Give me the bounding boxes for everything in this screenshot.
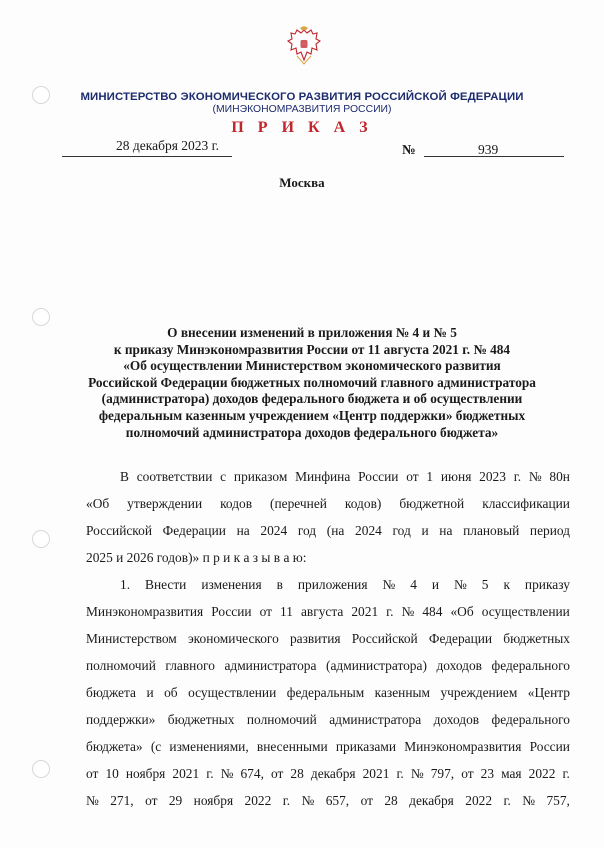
word: № <box>301 793 315 808</box>
body-line <box>86 571 570 598</box>
word: от <box>86 766 99 781</box>
word: федерального <box>491 712 570 727</box>
word: бюджета <box>86 685 136 700</box>
body-line <box>86 706 570 733</box>
word: осуществлении <box>188 685 277 700</box>
word: кодов) <box>344 496 382 511</box>
word: на <box>439 523 453 538</box>
word: Федерации <box>162 523 226 538</box>
order-date: 28 декабря 2023 г. <box>116 138 220 153</box>
word: 29 <box>168 793 183 808</box>
word: ноября <box>193 793 234 808</box>
word: приказами <box>335 739 397 754</box>
word: июня <box>440 469 472 484</box>
coat-of-arms-icon <box>287 26 321 66</box>
word: 657, <box>325 793 350 808</box>
word: В <box>120 469 129 484</box>
word: 797, <box>430 766 455 781</box>
word: 80н <box>549 469 570 484</box>
word: «Центр <box>527 685 570 700</box>
word: 28 <box>290 766 304 781</box>
word: 2023 <box>479 469 506 484</box>
body-line: 2025 и 2026 годов)» п р и к а з ы в а ю: <box>86 550 307 565</box>
word: администратора <box>224 658 317 673</box>
word: главного <box>165 658 215 673</box>
word: г. <box>513 469 522 484</box>
word: 2021 <box>351 604 379 619</box>
body-line <box>86 625 570 652</box>
body-line <box>86 787 570 814</box>
order-body <box>86 463 570 814</box>
word: год <box>392 523 411 538</box>
heading-line: Российской Федерации бюджетных полномочий главного администратора <box>88 374 536 390</box>
word: г. <box>386 604 394 619</box>
word: 2024 <box>260 523 288 538</box>
word: августа <box>300 604 344 619</box>
word: изменениями, <box>169 739 249 754</box>
word: № <box>410 766 424 781</box>
word: России <box>529 739 570 754</box>
ministry-short-name: (МИНЭКОНОМРАЗВИТИЯ РОССИИ) <box>212 104 392 115</box>
word: и <box>146 685 154 700</box>
word: приказом <box>233 469 288 484</box>
word: полномочий <box>86 658 156 673</box>
word: Внести <box>145 577 187 592</box>
body-line <box>86 463 570 490</box>
ministry-name: МИНИСТЕРСТВО ЭКОНОМИЧЕСКОГО РАЗВИТИЯ РОССИЙСКОЙ ФЕДЕРАЦИИ <box>80 91 524 103</box>
word: Минфина <box>295 469 351 484</box>
word: декабря <box>409 793 454 808</box>
word: 1. <box>120 577 131 592</box>
word: год <box>297 523 317 538</box>
city: Москва <box>279 175 325 190</box>
word: (на <box>326 523 345 538</box>
word: г. <box>503 793 511 808</box>
word: (администратора) <box>326 658 427 673</box>
word: 10 <box>105 766 119 781</box>
word: казенным <box>374 685 430 700</box>
word: и <box>431 577 440 592</box>
word: от <box>406 469 419 484</box>
word: экономического <box>187 631 279 646</box>
word: Российской <box>86 523 152 538</box>
heading-line: О внесении изменений в приложения № 4 и № 5 <box>167 325 457 340</box>
word: № <box>454 577 467 592</box>
word: России <box>358 469 399 484</box>
word: 271, <box>110 793 134 808</box>
word: г. <box>562 766 570 781</box>
word: г. <box>282 793 291 808</box>
order-number: 939 <box>478 142 499 157</box>
body-line <box>86 598 570 625</box>
body-line <box>86 679 570 706</box>
word: 2021 <box>362 766 390 781</box>
word: приказу <box>524 577 570 592</box>
word: учреждением <box>440 685 518 700</box>
word: г. <box>206 766 214 781</box>
word: Министерством <box>86 631 177 646</box>
word: 757, <box>546 793 570 808</box>
word: полномочий <box>246 712 317 727</box>
body-line <box>86 517 570 544</box>
word: 2024 <box>355 523 382 538</box>
order-heading <box>62 325 562 441</box>
word: плановый <box>463 523 520 538</box>
word: 2022 <box>244 793 272 808</box>
word: кодов <box>220 496 253 511</box>
word: г. <box>396 766 404 781</box>
word: поддержки» <box>86 712 156 727</box>
number-sign: № <box>402 142 416 157</box>
word: развития <box>289 631 341 646</box>
word: Минэкономразвития <box>404 739 522 754</box>
word: на <box>236 523 250 538</box>
word: приложения <box>297 577 368 592</box>
word: бюджетных <box>167 712 235 727</box>
word: 4 <box>410 577 417 592</box>
word: федеральным <box>286 685 365 700</box>
word: (с <box>150 739 162 754</box>
word: декабря <box>310 766 356 781</box>
word: от <box>360 793 373 808</box>
word: к <box>503 577 510 592</box>
word: Федерации <box>428 631 493 646</box>
word: № <box>220 766 234 781</box>
word: 2022 <box>465 793 493 808</box>
word: бюджета» <box>86 739 143 754</box>
word: бюджетной <box>399 496 465 511</box>
heading-line: полномочий администратора доходов федерального бюджета» <box>125 424 499 440</box>
word: 5 <box>481 577 489 592</box>
word: «Об <box>450 604 474 619</box>
word: классификации <box>482 496 570 511</box>
punch-hole <box>32 760 50 778</box>
word: № <box>86 793 99 808</box>
word: доходов <box>433 712 480 727</box>
word: 674, <box>240 766 264 781</box>
body-line <box>86 733 570 760</box>
word: от <box>259 604 272 619</box>
body-line <box>86 760 570 787</box>
word: 23 <box>480 766 495 781</box>
word: 484 <box>422 604 443 619</box>
word: доходов <box>436 658 482 673</box>
word: 2021 <box>172 766 200 781</box>
heading-line: «Об осуществлении Министерством экономического развития <box>123 358 501 374</box>
body-line <box>86 490 570 517</box>
word: 28 <box>384 793 398 808</box>
word: № <box>522 793 536 808</box>
word: мая <box>501 766 522 781</box>
word: 1 <box>426 469 434 484</box>
word: Минэкономразвития <box>86 604 204 619</box>
body-line <box>86 652 570 679</box>
word: период <box>529 523 570 538</box>
word: об <box>164 685 178 700</box>
word: ноября <box>125 766 166 781</box>
word: № <box>528 469 542 484</box>
heading-line: к приказу Минэкономразвития России от 11 августа 2021 г. № 484 <box>113 341 511 357</box>
heading-line: (администратора) доходов федерального бюджета и об осуществлении <box>101 391 523 407</box>
word: России <box>211 604 252 619</box>
date-underline <box>62 156 232 157</box>
word: 11 <box>280 604 293 619</box>
heading-line: федеральным казенным учреждением «Центр поддержки» бюджетных <box>98 407 526 423</box>
word: утверждении <box>127 496 203 511</box>
word: внесенными <box>256 739 328 754</box>
word: соответствии <box>136 469 213 484</box>
word: с <box>220 469 227 484</box>
document-type: П Р И К А З <box>231 119 373 136</box>
word: № <box>401 604 415 619</box>
word: бюджетных <box>503 631 570 646</box>
word: изменения <box>201 577 262 592</box>
word: «Об <box>86 496 110 511</box>
word: федерального <box>491 658 570 673</box>
word: осуществлении <box>481 604 570 619</box>
word: Российской <box>351 631 418 646</box>
word: в <box>276 577 283 592</box>
word: и <box>421 523 429 538</box>
word: 2022 <box>528 766 556 781</box>
word: № <box>382 577 396 592</box>
word: от <box>270 766 284 781</box>
word: от <box>461 766 474 781</box>
word: администратора <box>329 712 422 727</box>
word: от <box>145 793 158 808</box>
word: (перечней <box>270 496 327 511</box>
punch-hole <box>32 530 50 548</box>
punch-hole <box>32 308 50 326</box>
